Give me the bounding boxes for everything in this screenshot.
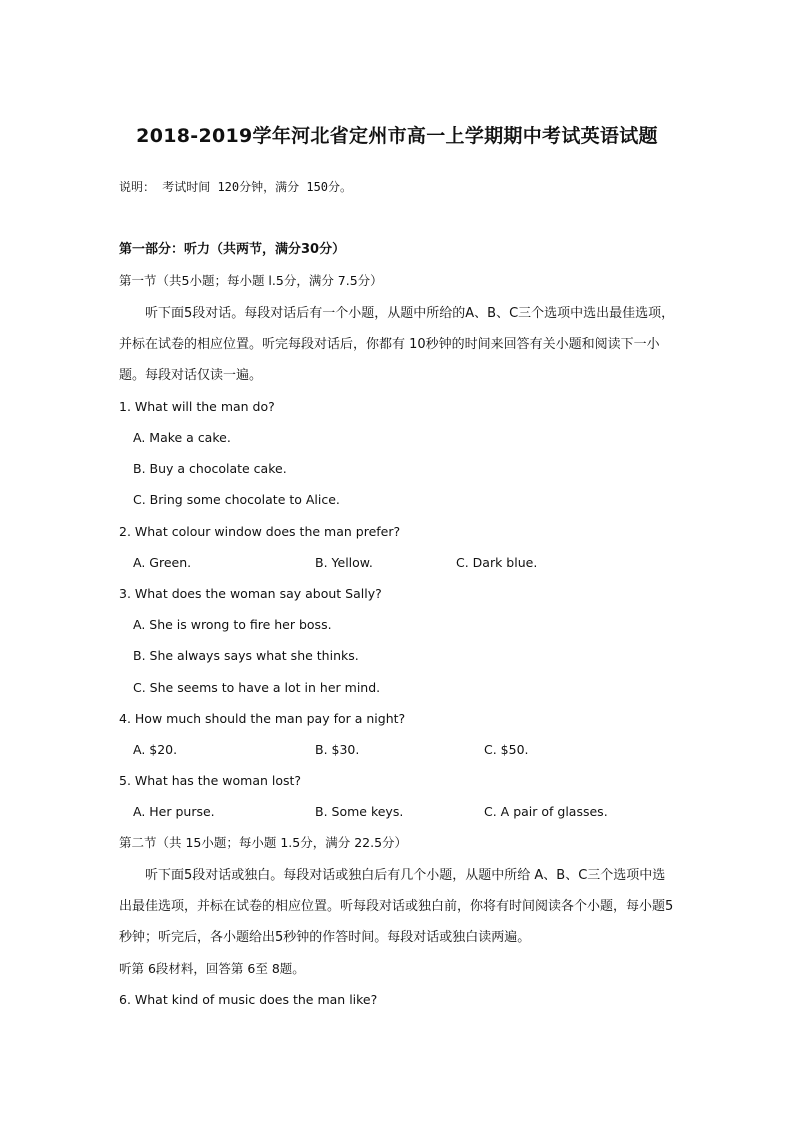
q2-option-a: A. Green.: [133, 555, 192, 570]
question-4: 4. How much should the man pay for a night?: [119, 711, 406, 726]
question-2: 2. What colour window does the man prefer?: [119, 524, 401, 539]
q3-option-a: A. She is wrong to fire her boss.: [133, 617, 332, 632]
q1-option-b: B. Buy a chocolate cake.: [133, 461, 287, 476]
q5-option-c: C. A pair of glasses.: [484, 804, 608, 819]
exam-title: 2018-2019学年河北省定州市高一上学期期中考试英语试题: [136, 125, 658, 147]
q2-option-c: C. Dark blue.: [456, 555, 538, 570]
q5-option-b: B. Some keys.: [315, 804, 404, 819]
question-5: 5. What has the woman lost?: [119, 773, 302, 788]
question-1: 1. What will the man do?: [119, 399, 275, 414]
question-6: 6. What kind of music does the man like?: [119, 992, 378, 1007]
exam-note: 说明： 考试时间 120分钟，满分 150分。: [119, 180, 353, 194]
q3-option-c: C. She seems to have a lot in her mind.: [133, 680, 381, 695]
q1-option-a: A. Make a cake.: [133, 430, 231, 445]
section2-heading: 第二节（共 15小题；每小题 1.5分，满分 22.5分）: [119, 835, 408, 850]
q3-option-b: B. She always says what she thinks.: [133, 648, 359, 663]
q4-option-b: B. $30.: [315, 742, 360, 757]
q4-option-c: C. $50.: [484, 742, 529, 757]
section1-heading: 第一节（共5小题；每小题 l.5分，满分 7.5分）: [119, 273, 383, 288]
section2-instructions: 听下面5段对话或独白。每段对话或独白后有几个小题，从题中所给 A、B、C三个选项中选出最佳选项，并标在试卷的相应位置。听每段对话或独白前，你将有时间阅读各个小题，每小题5秒钟；听完后，各小题给出5秒钟的作答时间。每段对话或独白读两遍。: [119, 868, 674, 945]
material-6-intro: 听第 6段材料，回答第 6至 8题。: [119, 961, 305, 976]
part1-heading: 第一部分：听力（共两节，满分30分）: [119, 242, 346, 257]
q2-option-b: B. Yellow.: [315, 555, 373, 570]
q5-option-a: A. Her purse.: [133, 804, 215, 819]
question-3: 3. What does the woman say about Sally?: [119, 586, 382, 601]
q1-option-c: C. Bring some chocolate to Alice.: [133, 492, 340, 507]
section1-instructions: 听下面5段对话。每段对话后有一个小题，从题中所给的A、B、C三个选项中选出最佳选项，并标在试卷的相应位置。听完每段对话后，你都有 10秒钟的时间来回答有关小题和阅读下一小题。每段对话仅读一遍。: [119, 306, 675, 383]
q4-option-a: A. $20.: [133, 742, 178, 757]
